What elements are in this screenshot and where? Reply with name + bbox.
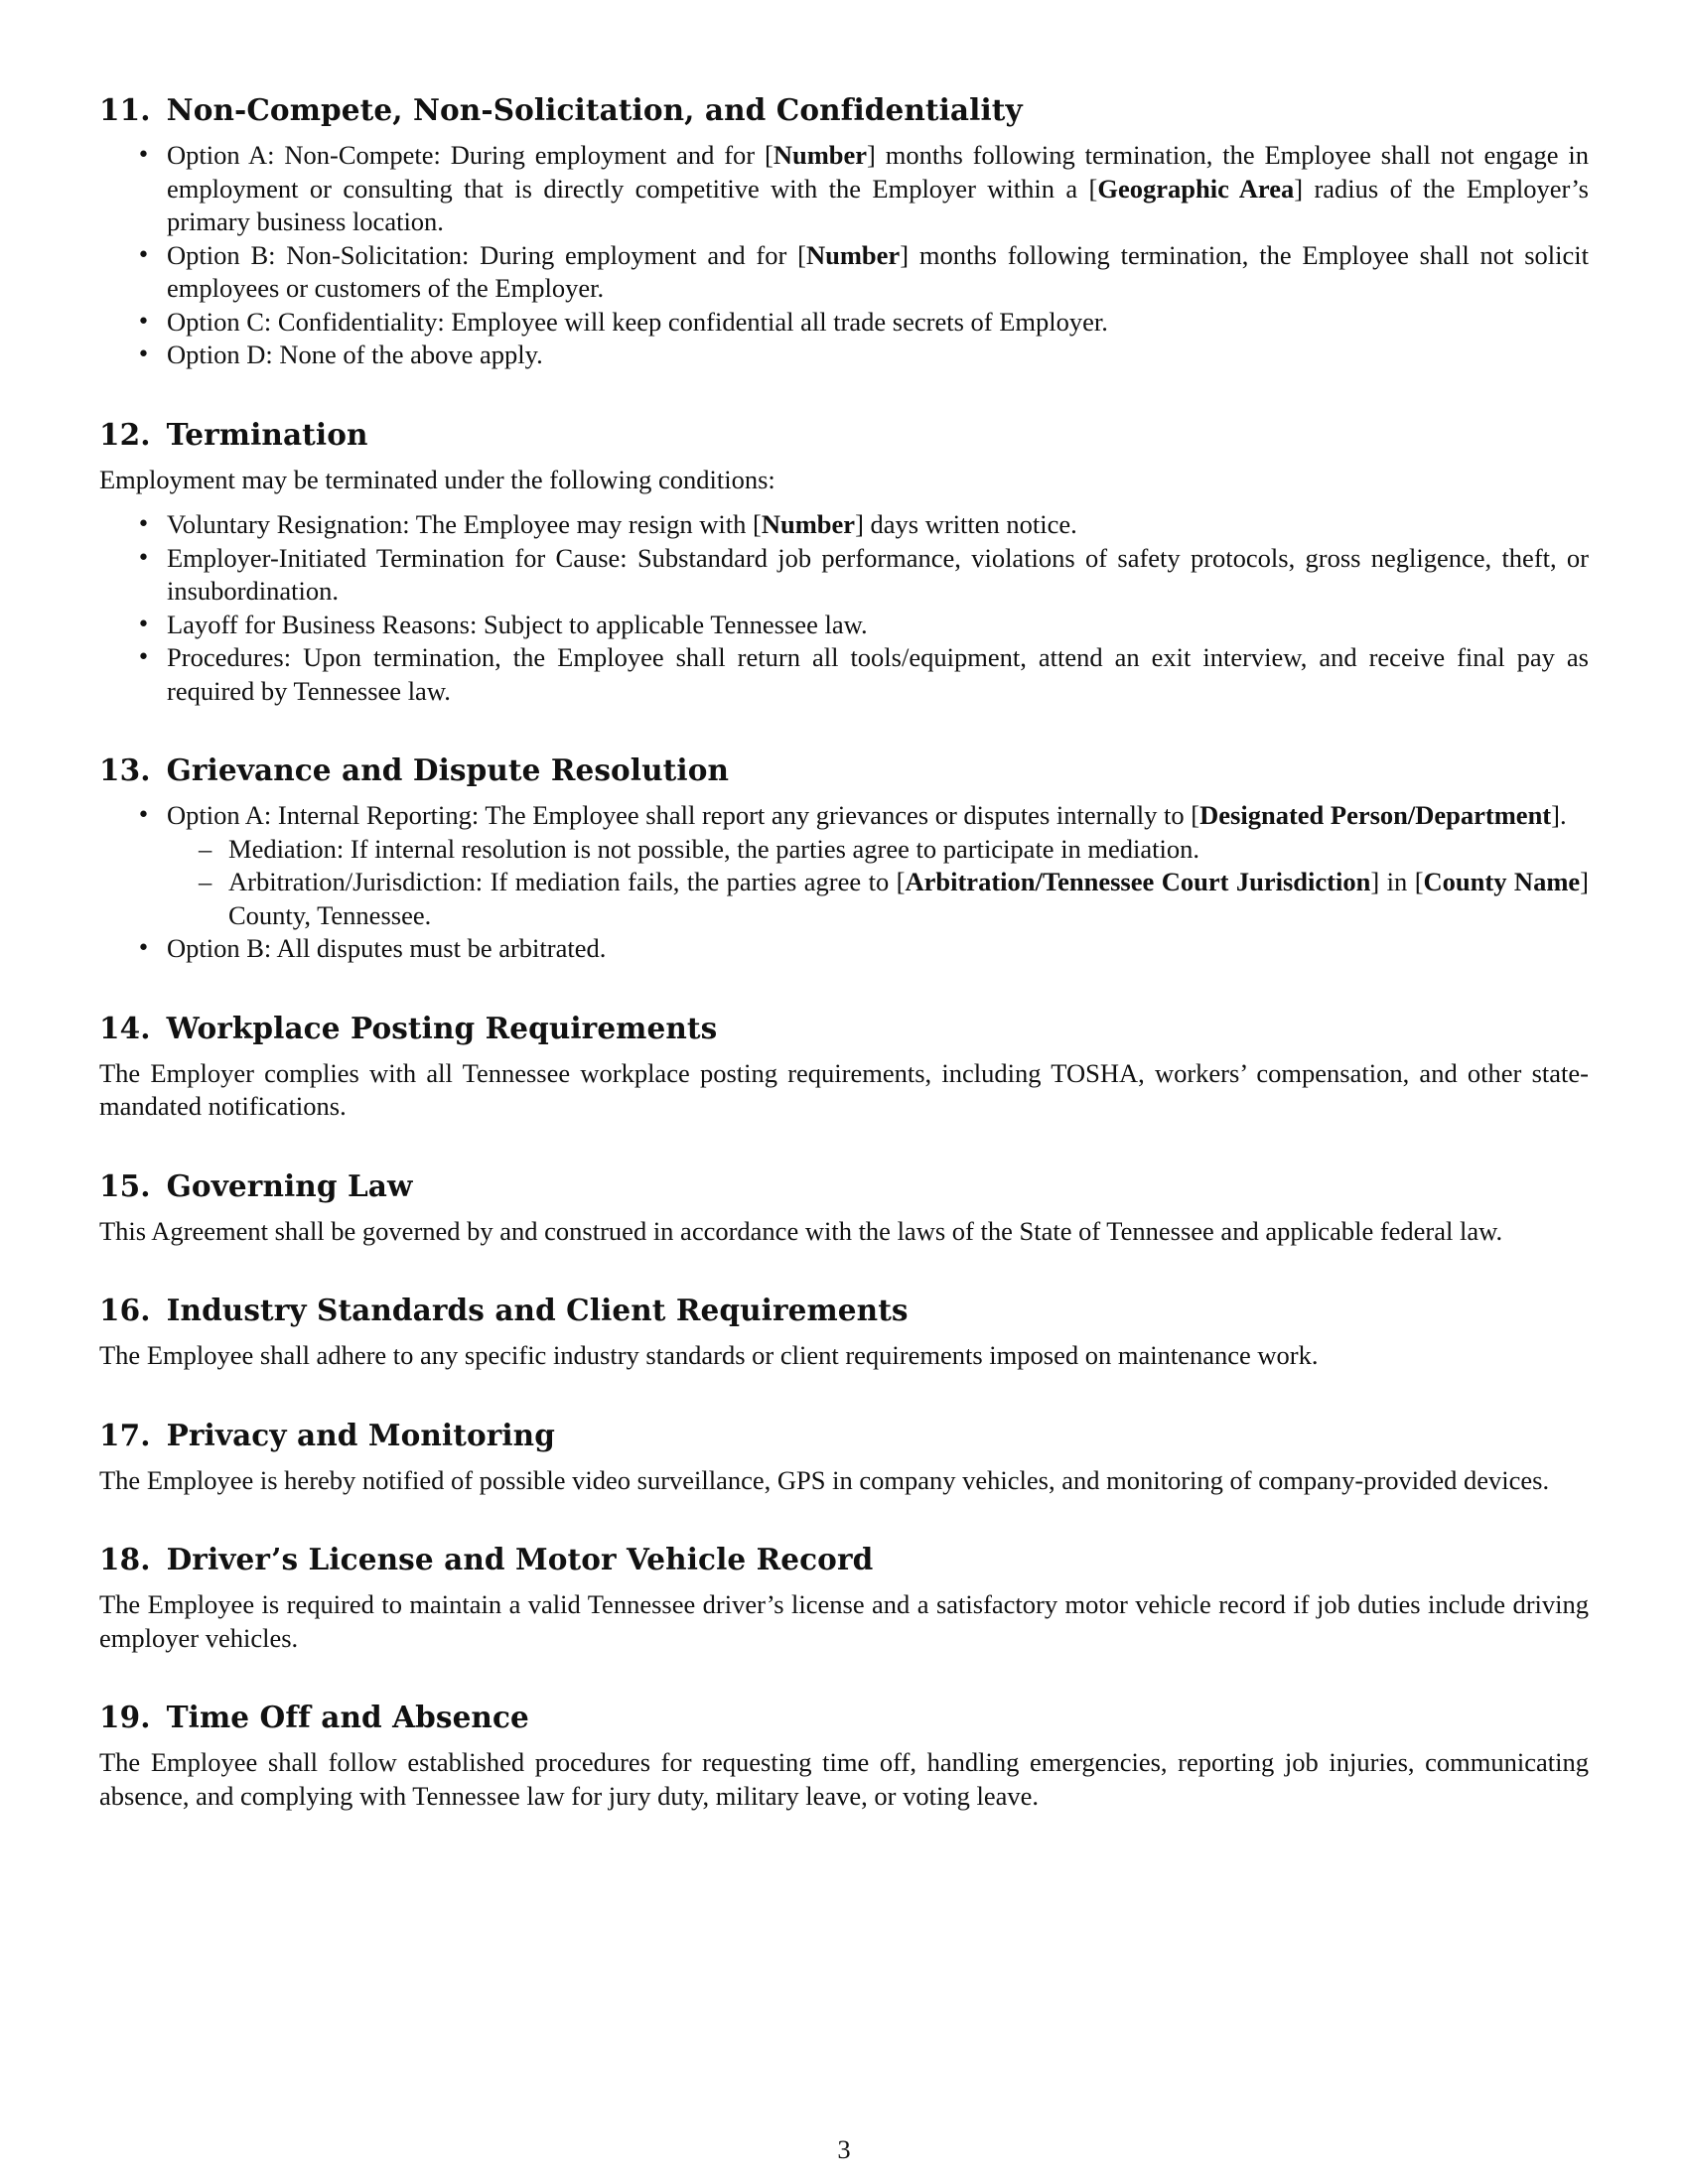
condition-list xyxy=(99,508,1589,708)
section-body: The Employee is hereby notified of possible video surveillance, GPS in company vehicles, and monitoring of company-provided devices. xyxy=(99,1464,1550,1495)
section-heading: 18. Driver’s License and Motor Vehicle Record xyxy=(99,1542,874,1576)
option-list xyxy=(99,139,1589,372)
section-heading: 11. Non-Compete, Non-Solicitation, and Confidentiality xyxy=(99,92,1023,127)
section-intro: Employment may be terminated under the following conditions: xyxy=(99,464,775,494)
section-heading: 16. Industry Standards and Client Requirements xyxy=(99,1293,909,1327)
document-page xyxy=(99,91,1589,1813)
section-16 xyxy=(99,1292,1589,1373)
list-item: • Employer-Initiated Termination for Cause: Substandard job performance, violations of safety protocols, gross negligence, theft, or insubordination. xyxy=(99,542,1589,609)
section-body: This Agreement shall be governed by and construed in accordance with the laws of the State of Tennessee and applicable federal law. xyxy=(99,1215,1503,1246)
section-17 xyxy=(99,1417,1589,1498)
section-11 xyxy=(99,91,1589,372)
list-item: • Option A: Internal Reporting: The Employee shall report any grievances or disputes internally to [Designated Person/Department]. – Mediation: If internal resolution is not possible, the parties agree to participate in mediation. – Arbitration/Jurisdiction: If mediation fails, the parties agree to [Arbitration/Tennessee Court Jurisdiction] in [County Name] County, Tennessee. xyxy=(99,799,1589,932)
list-item: • Option B: All disputes must be arbitrated. xyxy=(99,932,1589,966)
section-19 xyxy=(99,1699,1589,1813)
page-number: 3 xyxy=(837,2134,851,2164)
sub-list xyxy=(167,833,1589,933)
list-item: • Option B: Non-Solicitation: During employment and for [Number] months following termination, the Employee shall not solicit employees or customers of the Employer. xyxy=(99,239,1589,306)
list-item: • Option C: Confidentiality: Employee will keep confidential all trade secrets of Employer. xyxy=(99,306,1589,340)
section-15 xyxy=(99,1167,1589,1249)
section-heading: 15. Governing Law xyxy=(99,1167,413,1203)
option-list xyxy=(99,799,1589,966)
section-body: The Employee shall follow established procedures for requesting time off, handling emergencies, reporting job injuries, communicating absence, and complying with Tennessee law for jury duty, military leave, or voting leave. xyxy=(99,1747,1589,1811)
section-body: The Employee shall adhere to any specific industry standards or client requirements imposed on maintenance work. xyxy=(99,1340,1319,1370)
section-body: The Employer complies with all Tennessee workplace posting requirements, including TOSHA, workers’ compensation, and other state-mandated notifications. xyxy=(99,1057,1589,1121)
section-13 xyxy=(99,751,1589,966)
section-14 xyxy=(99,1010,1589,1124)
sub-list-item: – Arbitration/Jurisdiction: If mediation fails, the parties agree to [Arbitration/Tennessee Court Jurisdiction] in [County Name] County, Tennessee. xyxy=(167,866,1589,932)
section-heading: 13. Grievance and Dispute Resolution xyxy=(99,752,730,787)
list-item: • Option D: None of the above apply. xyxy=(99,339,1589,372)
list-item: • Layoff for Business Reasons: Subject to applicable Tennessee law. xyxy=(99,609,1589,642)
list-item: • Procedures: Upon termination, the Employee shall return all tools/equipment, attend an exit interview, and receive final pay as required by Tennessee law. xyxy=(99,641,1589,708)
list-item: • Voluntary Resignation: The Employee may resign with [Number] days written notice. xyxy=(99,508,1589,542)
section-heading: 19. Time Off and Absence xyxy=(99,1700,529,1734)
section-body: The Employee is required to maintain a valid Tennessee driver’s license and a satisfactory motor vehicle record if job duties include driving employer vehicles. xyxy=(99,1589,1589,1653)
section-12 xyxy=(99,416,1589,709)
sub-list-item: – Mediation: If internal resolution is not possible, the parties agree to participate in mediation. xyxy=(167,833,1589,867)
list-item: • Option A: Non-Compete: During employment and for [Number] months following termination, the Employee shall not engage in employment or consulting that is directly competitive with the Employer within a [Geographic Area] radius of the Employer’s primary business location. xyxy=(99,139,1589,239)
section-18 xyxy=(99,1541,1589,1655)
section-heading: 17. Privacy and Monitoring xyxy=(99,1417,555,1452)
section-heading: 12. Termination xyxy=(99,416,368,452)
section-heading: 14. Workplace Posting Requirements xyxy=(99,1010,718,1045)
